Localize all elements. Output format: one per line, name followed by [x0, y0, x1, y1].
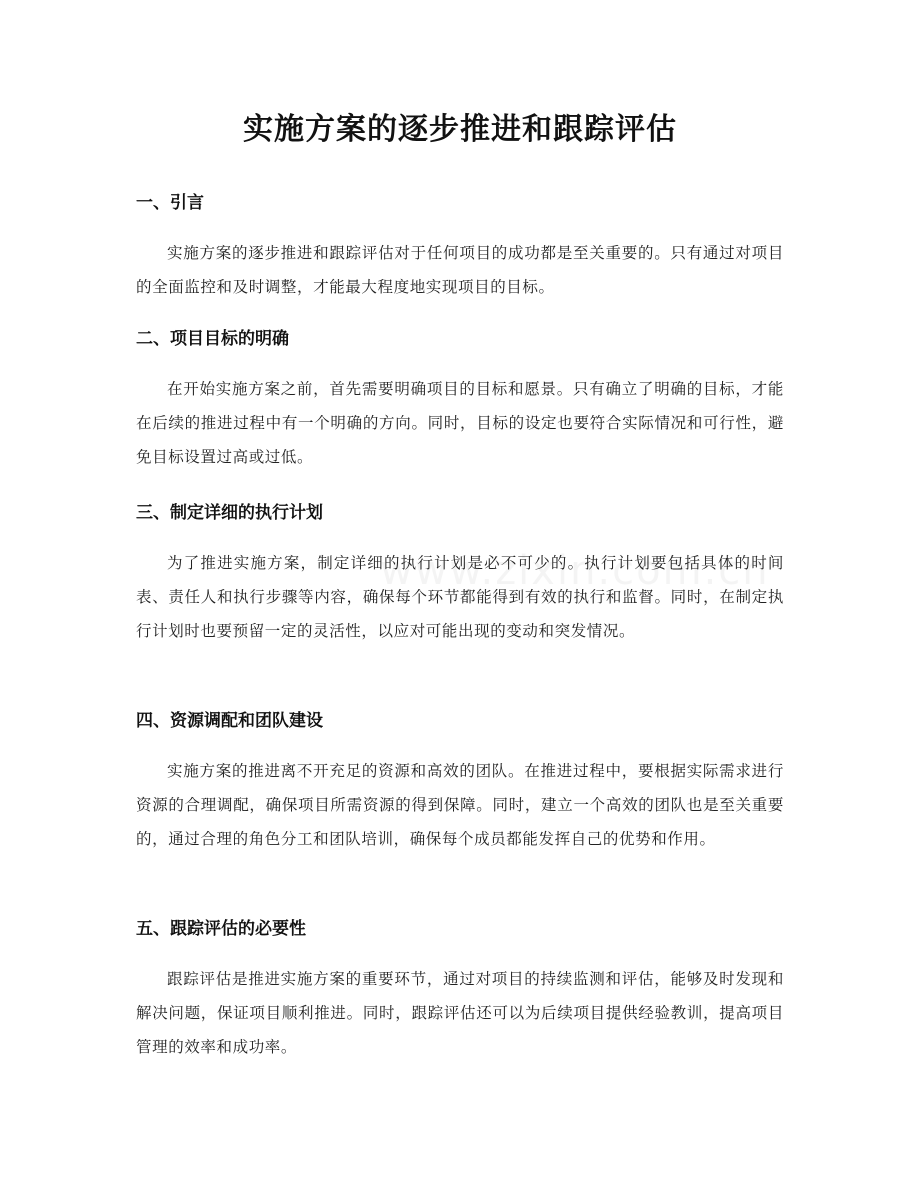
page-title: 实施方案的逐步推进和跟踪评估: [243, 112, 677, 147]
section-body-project-goals: 在开始实施方案之前，首先需要明确项目的目标和愿景。只有确立了明确的目标，才能在后续的推进过程中有一个明确的方向。同时，目标的设定也要符合实际情况和可行性，避免目标设置过高或过低。: [136, 380, 784, 466]
section-body-tracking-evaluation: 跟踪评估是推进实施方案的重要环节，通过对项目的持续监测和评估，能够及时发现和解决问题，保证项目顺利推进。同时，跟踪评估还可以为后续项目提供经验教训，提高项目管理的效率和成功率。: [136, 970, 784, 1056]
section-heading-project-goals: 二、项目目标的明确: [136, 329, 289, 349]
section-heading-resources-team: 四、资源调配和团队建设: [136, 711, 323, 731]
section-heading-tracking-evaluation: 五、跟踪评估的必要性: [136, 919, 306, 939]
section-body-execution-plan: 为了推进实施方案，制定详细的执行计划是必不可少的。执行计划要包括具体的时间表、责任人和执行步骤等内容，确保每个环节都能得到有效的执行和监督。同时，在制定执行计划时也要预留一定的灵活性，以应对可能出现的变动和突发情况。: [136, 554, 784, 640]
section-body-introduction: 实施方案的逐步推进和跟踪评估对于任何项目的成功都是至关重要的。只有通过对项目的全面监控和及时调整，才能最大程度地实现项目的目标。: [136, 244, 784, 296]
section-body-resources-team: 实施方案的推进离不开充足的资源和高效的团队。在推进过程中，要根据实际需求进行资源的合理调配，确保项目所需资源的得到保障。同时，建立一个高效的团队也是至关重要的，通过合理的角色分工和团队培训，确保每个成员都能发挥自己的优势和作用。: [136, 762, 784, 848]
section-heading-execution-plan: 三、制定详细的执行计划: [136, 503, 323, 523]
section-heading-introduction: 一、引言: [136, 193, 204, 213]
